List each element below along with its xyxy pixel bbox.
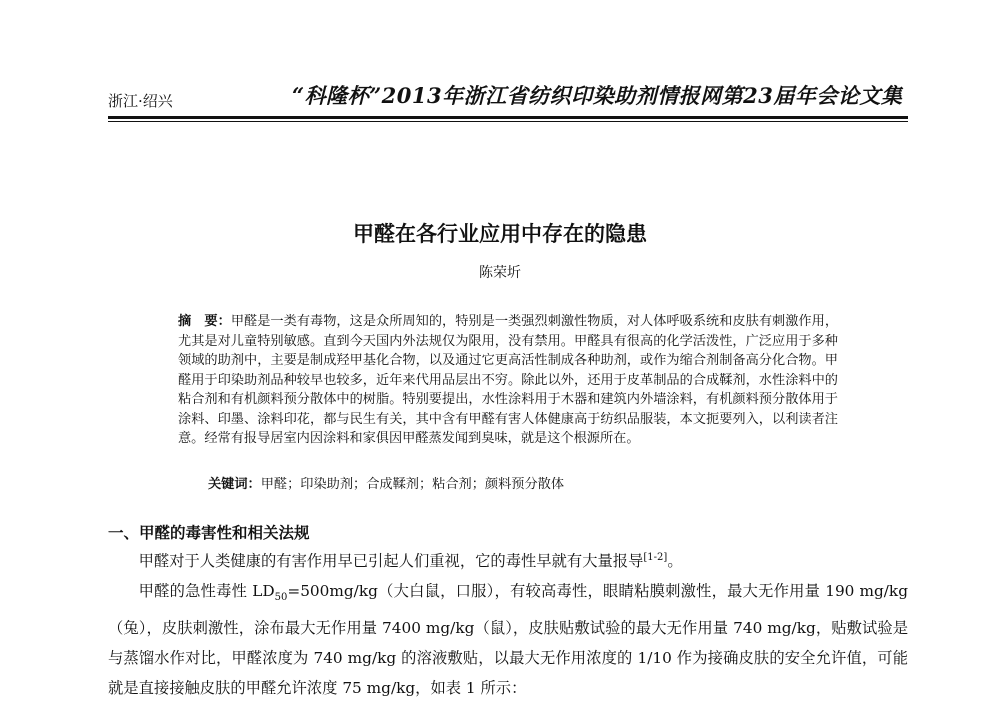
header-rule-thick — [108, 116, 908, 119]
abstract — [178, 312, 838, 449]
paragraph-2-text-a: 甲醛的急性毒性 LD — [138, 582, 275, 600]
section-heading: 一、甲醛的毒害性和相关法规 — [108, 524, 310, 542]
paragraph-1-text: 甲醛对于人类健康的有害作用早已引起人们重视，它的毒性早就有大量报导 — [138, 552, 644, 570]
paper-author: 陈荣圻 — [479, 265, 521, 281]
paragraph-2 — [108, 576, 908, 703]
header-location: 浙江·绍兴 — [108, 92, 173, 110]
proceedings-title: “科隆杯”2013年浙江省纺织印染助剂情报网第23届年会论文集 — [292, 83, 903, 108]
paper-title: 甲醛在各行业应用中存在的隐患 — [353, 222, 647, 246]
body-text — [108, 546, 908, 703]
paragraph-2-text-b: =500mg/kg（大白鼠，口服），有较高毒性，眼睛粘膜刺激性，最大无作用量 190 mg/kg（兔），皮肤刺激性，涂布最大无作用量 7400 mg/kg（鼠），皮肤贴敷试验的最大无作用量 740 mg/kg，贴敷试验是与蒸馏水作对比，甲醛浓度为 740 mg/kg 的溶液敷贴，以最大无作用浓度的 1/10 作为接确皮肤的安全允许值，可能就是直接接触皮肤的甲醛允许浓度 75 mg/kg，如表 1 所示： — [108, 582, 908, 698]
keywords — [208, 473, 848, 492]
paragraph-1-end: 。 — [667, 552, 683, 570]
ld50-subscript: 50 — [274, 592, 288, 604]
keywords-text: 甲醛；印染助剂；合成鞣剂；粘合剂；颜料预分散体 — [260, 477, 565, 492]
header-rule-thin — [108, 121, 908, 122]
abstract-text: 甲醛是一类有毒物，这是众所周知的，特别是一类强烈刺激性物质，对人体呼吸系统和皮肤有刺激作用，尤其是对儿童特别敏感。直到今天国内外法规仅为限用，没有禁用。甲醛具有很高的化学活泼性，广泛应用于多种领域的助剂中，主要是制成羟甲基化合物，以及通过它更高活性制成各种助剂，或作为缩合剂制备高分化合物。甲醛用于印染助剂品种较早也较多，近年来代用品层出不穷。除此以外，还用于皮革制品的合成鞣剂，水性涂料中的粘合剂和有机颜料预分散体中的树脂。特别要提出，水性涂料用于木器和建筑内外墙涂料，有机颜料预分散体用于涂料、印墨、涂料印花，都与民生有关，其中含有甲醛有害人体健康高于纺织品服装，本文扼要列入，以利读者注意。经常有报导居室内因涂料和家俱因甲醛蒸发闻到臭味，就是这个根源所在。 — [178, 314, 839, 446]
abstract-label: 摘 要： — [178, 314, 231, 329]
citation-ref: [1-2] — [643, 551, 668, 563]
keywords-label: 关键词： — [208, 477, 261, 492]
paragraph-1 — [108, 546, 908, 576]
